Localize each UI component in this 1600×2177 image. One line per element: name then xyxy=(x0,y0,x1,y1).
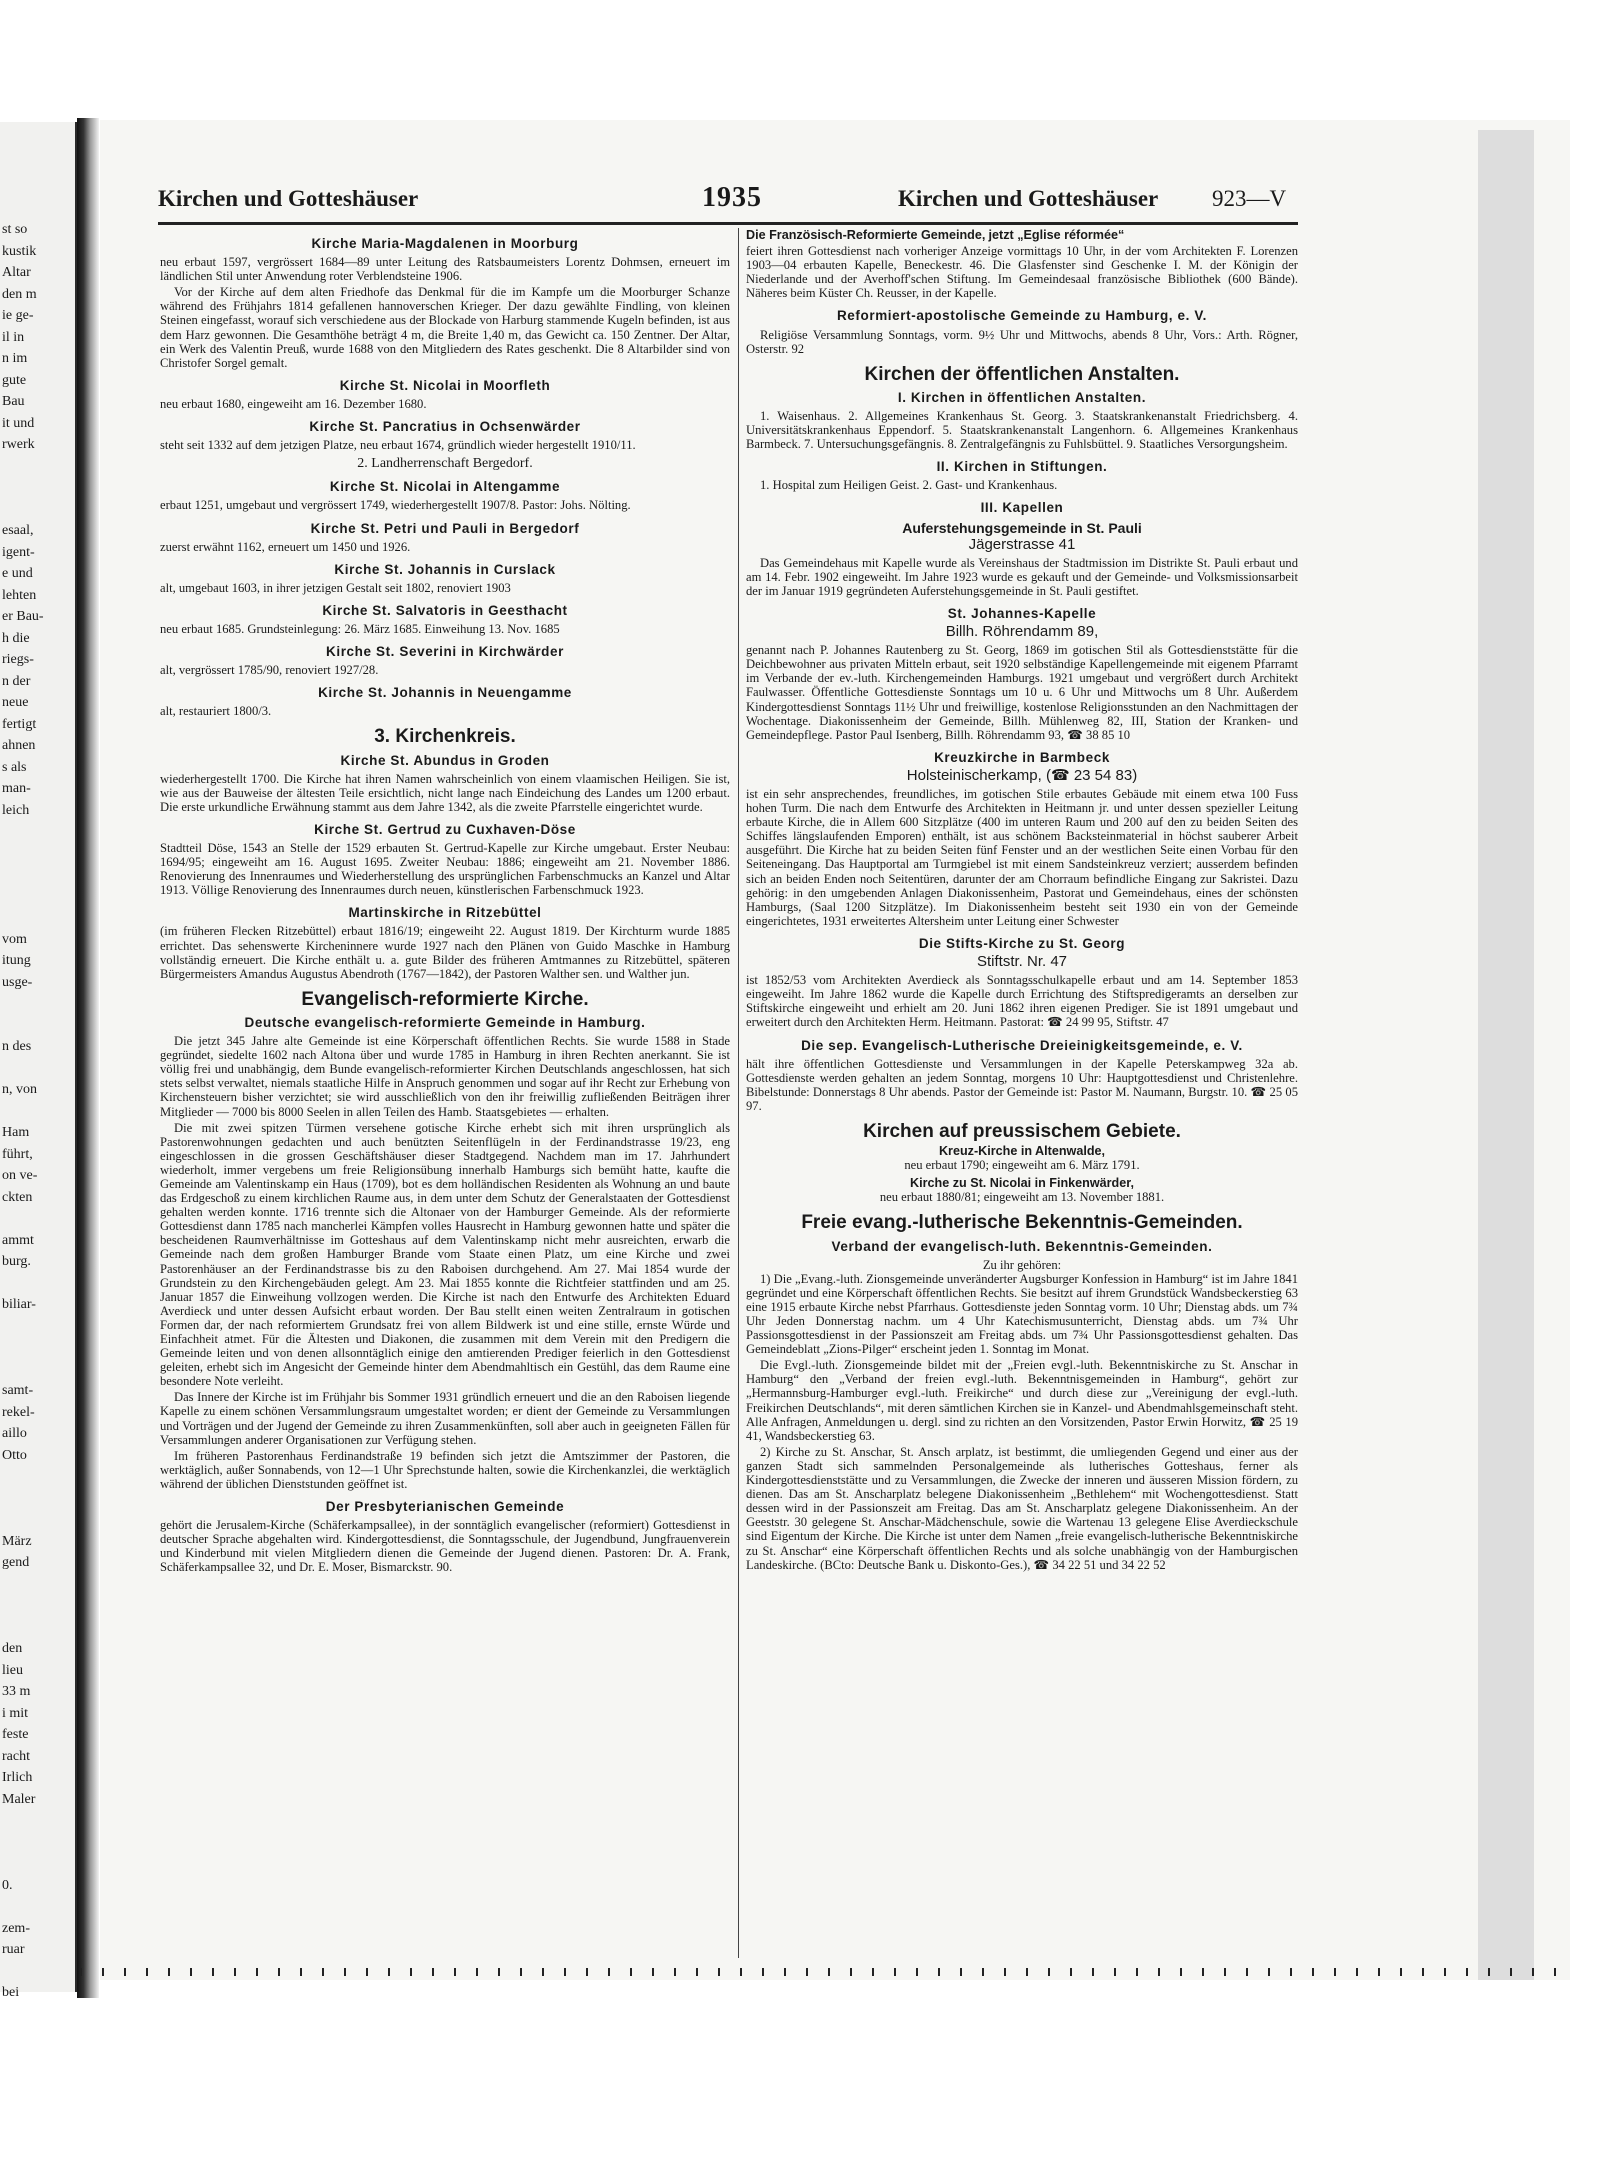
entry-title: Kirche St. Gertrud zu Cuxhaven-Döse xyxy=(314,821,576,837)
previous-page-fragment: Otto xyxy=(2,1447,27,1463)
entry-title: Kirche St. Johannis in Neuengamme xyxy=(318,685,572,701)
entry-text: Vor der Kirche auf dem alten Friedhofe das Denkmal für die im Kampfe um die Moorburger Schanze während des Frühjahrs 1814 gefallenen hannoverschen Krieger. Der dazu gewählte Findling, von kleinen Steinen eingefasst, worauf sich verschiedene aus der Blockade von Harburg stammende Kugeln befinden, ist aus dem Harz gewonnen. Die Gesamthöhe beträgt 4 m, die Breite 1,40 m, das Gewicht ca. 150 Zentner. Der Altar, ein Werk des Valentin Preuß, wurde 1688 von den Mitgliedern des Rates geschenkt. Die 8 Altarbilder sind von Christofer Sorgel gemalt. xyxy=(160,285,730,370)
header-year: 1935 xyxy=(702,182,762,213)
previous-page-fragment: s als xyxy=(2,759,27,775)
previous-page-fragment: burg. xyxy=(2,1254,31,1269)
previous-page-fragment: i mit xyxy=(2,1705,29,1721)
previous-page-fragment: ammt xyxy=(2,1232,34,1248)
previous-page-fragment: itung xyxy=(2,953,31,968)
entry-title: Auferstehungsgemeinde in St. Pauli xyxy=(902,519,1142,536)
entry-text: Die Evgl.-luth. Zionsgemeinde bildet mit der „Freien evgl.-luth. Bekenntniskirche zu St. Anschar in Hamburg“ den „Verband der freien evgl.-luth. Bekenntnisgemeinden in Hamburg“, gehört zur „Hermannsburg-Hamburger evgl.-luth. Freikirche“ und durch diese zur „Vereinigung der evgl.-luth. Freikirchen Deutschlands“, mit deren sämtlichen Kirchen sie in Kanzel- und Abendmahlsgemeinschaft steht. Alle Anfragen, Anmeldungen u. dergl. sind zu richten an den Vorsitzenden, Pastor Erwin Horwitz, ☎ 25 19 41, Wandsbeckerstieg 63. xyxy=(746,1358,1298,1443)
entry-text: Stadtteil Döse, 1543 an Stelle der 1529 erbauten St. Gertrud-Kapelle zur Kirche umgebaut. Erster Neubau: 1694/95; eingeweiht am 16. August 1695. Zweiter Neubau: 1886; eingeweiht am 21. November 1886. Renovierung des Innenraumes und Wiederherstellung des ursprünglichen Farbenschmucks an Kanzel und Altar 1913. Völlige Renovierung des Innenraumes durch neuen, künstlerischen Farbenschmuck 1923. xyxy=(160,841,730,898)
header-rule xyxy=(158,222,1298,225)
previous-page-fragment: fertigt xyxy=(2,716,37,732)
entry-title: Die Stifts-Kirche zu St. Georg xyxy=(918,935,1126,951)
previous-page-fragment: igent- xyxy=(2,544,35,560)
previous-page-fragment: ie ge- xyxy=(2,308,34,323)
entry-title: Kirche St. Salvatoris in Geesthacht xyxy=(322,602,568,618)
previous-page-fragment: n, von xyxy=(2,1082,37,1097)
previous-page-fragment: samt- xyxy=(2,1383,34,1398)
previous-page-fragment: ckten xyxy=(2,1189,33,1205)
entry-title: Kreuzkirche in Barmbeck xyxy=(934,749,1110,765)
entry-text: gehört die Jerusalem-Kirche (Schäferkampsallee), in der sonntäglich evangelischer (reformiert) Gottesdienst in deutscher Sprache abgehalten wird. Kindergottesdienst, die Sonntagsschule, der Jugendbund, Jungfrauenverein und Kinderbund mit vielen Mitgliedern dienen die Gemeinde der Jugend dienen. Pastoren: Dr. A. Frank, Schäferkampsallee 32, und Dr. E. Moser, Bismarckstr. 90. xyxy=(160,1518,730,1575)
previous-page-fragment: er Bau- xyxy=(2,609,44,624)
entry-title: Reformiert-apostolische Gemeinde zu Hamburg, e. V. xyxy=(836,308,1208,324)
previous-page-fragment: führt, xyxy=(2,1146,33,1162)
previous-page-fragment: Bau xyxy=(2,394,25,409)
previous-page-fragment: lehten xyxy=(2,587,37,603)
entry-text: neu erbaut 1790; eingeweiht am 6. März 1791. xyxy=(904,1158,1140,1173)
previous-page-fragment: riegs- xyxy=(2,652,34,667)
previous-page-fragment: den xyxy=(2,1641,23,1656)
previous-page-fragment: man- xyxy=(2,781,31,796)
entry-title: Kirche St. Abundus in Groden xyxy=(340,752,550,768)
previous-page-fragment: feste xyxy=(2,1727,29,1742)
previous-page-fragment: rekel- xyxy=(2,1404,35,1420)
entry-text: hält ihre öffentlichen Gottesdienste und Versammlungen in der Kapelle Peterskampweg 32a ab. Gottesdienste werden gehalten an jedem Sonntag, morgens 10 Uhr: Hauptgottesdienst und Christenlehre. Bibelstunde: Donnerstags 8 Uhr abends. Pastor der Gemeinde ist: Pastor M. Naumann, Burgstr. 10. ☎ 25 05 97. xyxy=(746,1056,1298,1113)
entry-text: zuerst erwähnt 1162, erneuert um 1450 und 1926. xyxy=(160,539,411,554)
previous-page-fragment: vom xyxy=(2,931,27,947)
previous-page-fragment: März xyxy=(2,1533,32,1549)
running-header xyxy=(158,182,1298,218)
previous-page-fragment: den m xyxy=(2,286,37,302)
previous-page-fragment: leich xyxy=(2,802,30,818)
previous-page-fragment: n im xyxy=(2,351,28,366)
entry-title-suffix: jetzt „Eglise réformée“ xyxy=(988,228,1125,242)
entry-title: Kirche St. Severini in Kirchwärder xyxy=(326,644,564,660)
entry-text: alt, restauriert 1800/3. xyxy=(160,704,272,719)
previous-page-fragment: on ve- xyxy=(2,1168,38,1183)
previous-page-fragment: il in xyxy=(2,329,25,345)
entry-text: 1) Die „Evang.-luth. Zionsgemeinde unveränderter Augsburger Konfession in Hamburg“ ist im Jahre 1841 gegründet und eine Körperschaft öffentlichen Rechts. Sie besitzt auf ihrem Grundstück Wandsbeckerstieg 63 eine 1915 erbaute Kirche nebst Pfarrhaus. Gottesdienste jeden Sonntag vorm. 10 Uhr; Dienstag abds. um 7¾ Uhr Jeden Donnerstag nachm. um 4 Uhr Katechismusunterricht, Dienstag abds. um 7¾ Uhr Passionsgottesdienst in der Passionszeit am Freitag abds. um 7¾ Uhr Passionsgottesdienst gehalten. Das Gemeindeblatt „Zions-Pilger“ erscheint jeden 1. Sonntag im Monat. xyxy=(746,1271,1298,1357)
previous-page-fragment: bei xyxy=(2,1985,20,2000)
entry-text: erbaut 1251, umgebaut und vergrössert 1749, wiederhergestellt 1907/8. Pastor: Johs. Nölting. xyxy=(160,498,631,513)
previous-page-fragment: Maler xyxy=(2,1791,36,1807)
entry-text: 2) Kirche zu St. Anschar, St. Ansch arplatz, ist bestimmt, die umliegenden Gegend und einer aus der ganzen Stadt sich sammelnden Personalgemeinde als lutherisches Gotteshaus, ferner als Kindergottesdienststätte und zu Versammlungen, die Zwecke der inneren und äusseren Mission fördern, zu dienen. Das am St. Anscharplatz belegene Diakonissenheim „Bethlehem“ mit Wochengottesdienst. Statt dessen wird in der Passionszeit am Freitag. Das am St. Anscharplatz gelegene Diakonissenheim. An der Geeststr. 30 gelegene St. Anschar-Mädchenschule, sowie die Wartenau 13 gelegene Elise Averdieckschule sind Eigentum der Kirche. Die Kirche ist unter dem Namen „freie evangelisch-lutherische Bekenntniskirche zu St. Anschar“ eine Körperschaft öffentlichen Rechts und als solche unabhängig von der Hamburgischen Landeskirche. (BCto: Deutsche Bank u. Diskonto-Ges.), ☎ 34 22 51 und 34 22 52 xyxy=(746,1444,1298,1572)
entry-text: Das Innere der Kirche ist im Frühjahr bis Sommer 1931 gründlich erneuert und die an den Raboisen liegende Kapelle zu einem schönen Versammlungsraum umgestaltet worden; er dient der Gemeinde zu Versammlungen und Vorträgen und der Jugend der Gemeinde zu ihren Zusammenkünften, soll aber auch in geeigneten Fällen für Versammlungen anderer Organisationen zur Verfügung stehen. xyxy=(160,1390,730,1447)
entry-title: Kirche St. Johannis in Curslack xyxy=(334,561,556,577)
entry-text: ist 1852/53 vom Architekten Averdieck als Sonntagsschulkapelle erbaut und am 14. September 1853 eingeweiht. Im Jahre 1862 wurde die Kapelle durch Errichtung des Stiftspredigeramts an derselben zur Stiftskirche eingeweiht und erhielt am 20. Juni 1862 ihren eigenen Prediger. Sie ist 1891 umgebaut und erweitert durch den Architekten Herm. Heitmann. Pastorat: ☎ 24 99 95, Stiftstr. 47 xyxy=(746,973,1298,1030)
entry-text: 1. Hospital zum Heiligen Geist. 2. Gast- und Krankenhaus. xyxy=(760,478,1058,493)
entry-title: Der Presbyterianischen Gemeinde xyxy=(325,1499,565,1515)
previous-page-fragment: n des xyxy=(2,1039,32,1054)
entry-text: neu erbaut 1597, vergrössert 1684—89 unter Leitung des Ratsbaumeisters Lorentz Dohmsen, erneuert im ländlichen Stil unter Anwendung roter Verblendsteine 1906. xyxy=(160,255,730,284)
entry-title: Deutsche evangelisch-reformierte Gemeinde in Hamburg. xyxy=(244,1014,646,1030)
entry-text: genannt nach P. Johannes Rautenberg zu St. Georg, 1869 im gotischen Stil als Gottesdienststätte für die Deichbewohner aus privaten Mitteln erbaut, seit 1920 selbständige Kapellengemeinde mit eigenem Pfarramt im Verbande der ev.-luth. Kirchengemeinden Hamburgs. 1921 umgebaut und vergrößert durch Architekt Faulwasser. Öffentliche Gottesdienste Sonntags um 10 u. 6 Uhr und Mittwochs um 8 Uhr. Außerdem Kindergottesdienst Sonntags 11½ Uhr und freiwillige, kostenlose Religionsstunden an den Nachmittagen der Wochentage. Diakonissenheim der Gemeinde, Billh. Mühlenweg 82, III, Station der Kranken- und Gemeindepflege. Pastor Paul Isenberg, Billh. Röhrendamm 93, ☎ 38 85 10 xyxy=(746,643,1298,742)
previous-page-fragment: biliar- xyxy=(2,1297,36,1312)
bottom-edge-marks xyxy=(80,1968,1560,1976)
entry-title: Kirche St. Nicolai in Altengamme xyxy=(329,479,561,495)
entry-title: Kirche zu St. Nicolai in Finkenwärder, xyxy=(910,1176,1134,1191)
entry-title: Kirche Maria-Magdalenen in Moorburg xyxy=(311,236,579,251)
column-divider xyxy=(738,228,739,1958)
previous-page-fragment: n der xyxy=(2,673,31,689)
entry-text: (im früheren Flecken Ritzebüttel) erbaut 1816/19; eingeweiht 22. August 1819. Der Kirchturm wurde 1885 errichtet. Das sehenswerte Kircheninnere wurde 1927 nach den Plänen von Guido Maschke in Hamburg vollständig erneuert. Die Kirche enthält u. a. gute Bilder des früheren Amtmannes zu Ritzebüttel, späteren Bürgermeisters Amandus Augustus Abendroth (1767—1842), der Pastoren Walther sen. und Walther jun. xyxy=(160,924,730,981)
previous-page-fragment: racht xyxy=(2,1748,30,1764)
previous-page-fragment: aillo xyxy=(2,1426,27,1441)
entry-text: 1. Waisenhaus. 2. Allgemeines Krankenhaus St. Georg. 3. Staatskrankenanstalt Friedrichsberg. 4. Universitätskrankenhaus Eppendorf. 5. Staatskrankenanstalt Langenhorn. 6. Allgemeines Krankenhaus Barmbeck. 7. Untersuchungsgefängnis. 8. Zentralgefängnis zu Fuhlsbüttel. 9. Staatliches Versorgungsheim. xyxy=(746,408,1298,452)
previous-page-fragment: gend xyxy=(2,1555,30,1570)
previous-page-fragment: zem- xyxy=(2,1920,30,1936)
entry-text: neu erbaut 1685. Grundsteinlegung: 26. März 1685. Einweihung 13. Nov. 1685 xyxy=(160,621,560,636)
entry-text: Die mit zwei spitzen Türmen versehene gotische Kirche erhebt sich mit ihren ursprünglich als Pastorenwohnungen gedachten und auch benützten Seitenflügeln in der Ferdinandstrasse 19/23, eng eingeschlossen in die grossen Geschäftshäuser dieser Stadtgegend. Nachdem man im 17. Jahrhundert wiederholt, immer vergebens um freie Religionsübung innerhalb Hamburgs sich bemüht hatte, kaufte die Gemeinde am Valentinskamp ein Haus (1709), bot es dem holländischen Residenten als Wohnung an und baute das Erdgeschoß zu einem kirchlichen Raume aus, in dem unter dem Schutz der Generalstaaten der Gottesdienst gehalten werden konnte. 1716 trennte sich die Altonaer von der Hamburger Gemeinde. Als der reformierte Gottesdienst dann 1785 nach mancherlei Kämpfen volles Hausrecht in Hamburg gewonnen hatte und später die bescheidenen Raumverhältnisse im Gotteshaus auf dem Valentinskamp nicht mehr ausreichten, erwarb die Gemeinde nach dem großen Hamburger Brande vom Staate einen Platz, um eine Kirche und zwei Pastorenhäuser an der Ferdinandstrasse bis zu den Raboisen durchgehend. Am 27. Mai 1854 wurde der Grundstein zu den Kirchengebäuden gelegt. Am 23. Mai 1855 konnte die Richtfeier stattfinden und am 25. Januar 1857 die Einweihung vollzogen werden. Die Kirche ist nach den Entwurfe des Architekten Eduard Averdieck und unter dessen Aufsicht erbaut worden. Der Bau stellt einen weiten Zentralraum in gotischen Formen dar, der nach reformiertem Grundsatz frei von allem Bildwerk ist und eine stille, ernste Würde und Einfachheit atmet. Für die Ältesten und Diakonen, die zusammen mit dem Verein mit den Predigern die Gemeinde leiten und von denen allsonntäglich einige den amtierenden Prediger feierlich in den Gottesdienst geleiten, erhebt sich im Angesicht der Gemeinde hinter dem Abendmahltisch ein Gestühl, das dem Raume eine besondere Note verleiht. xyxy=(160,1120,730,1389)
entry-title: Kreuz-Kirche in Altenwalde, xyxy=(938,1144,1106,1159)
section-heading: 3. Kirchenkreis. xyxy=(374,726,516,748)
previous-page-fragment: rwerk xyxy=(2,437,35,452)
previous-page-fragment: st so xyxy=(2,222,28,237)
section-heading: Freie evang.-lutherische Bekenntnis-Gemeinden. xyxy=(801,1212,1243,1234)
section-heading: 2. Landherrenschaft Bergedorf. xyxy=(357,456,533,472)
previous-page-fragment: esaal, xyxy=(2,523,34,538)
entry-address: Jägerstrasse 41 xyxy=(968,535,1076,553)
entry-text: neu erbaut 1880/81; eingeweiht am 13. November 1881. xyxy=(879,1190,1165,1205)
previous-page-fragment: ruar xyxy=(2,1942,25,1957)
entry-text: ist ein sehr ansprechendes, freundliches, im gotischen Stile erbautes Gebäude mit einem etwa 100 Fuss hohen Turm. Die nach dem Entwurfe des Architekten in Heitmann jr. und unter dessen spezieller Leitung erbaute Kirche, die in Allem 600 Sitzplätze (400 im unteren Raum und 200 auf den zu beiden Seiten des Schiffes längslaufenden Emporen) enthält, ist aus schönem Backsteinmaterial in höchst sauberer Arbeit ausgeführt. Die Kirche hat zu beiden Seiten fünf Fenster und an der westlichen Seite einen Vorbau für den Seiteneingang. Das Hauptportal am Turmgiebel ist mit einem Sandsteinkreuz verziert; ausserdem befinden sich an beiden Enden noch Seitentüren, darunter der am Chorraum befindliche Eingang zur Sakristei. Dazu gehörig: in den umgebenden Anlagen Diakonissenheim, Pastorat und Gemeindehaus, eines der schönsten Hamburgs, (Saal 1200 Sitzplätze). Im Diakonissenheim besteht seit 1930 ein von der Gemeinde eingerichtetes, 1931 erweitertes Altersheim unter Leitung einer Schwester xyxy=(746,787,1298,928)
previous-page-fragment: it und xyxy=(2,415,35,431)
previous-page-fragment: lieu xyxy=(2,1662,23,1678)
previous-page-fragment: kustik xyxy=(2,243,37,259)
entry-address: Holsteinischerkamp, (☎ 23 54 83) xyxy=(906,766,1138,784)
entry-address: Billh. Röhrendamm 89, xyxy=(945,623,1099,641)
entry-text: steht seit 1332 auf dem jetzigen Platze, neu erbaut 1674, gründlich wieder hergestellt 1910/11. xyxy=(160,438,636,453)
previous-page-fragment: 0. xyxy=(2,1877,13,1893)
entry-intro: Zu ihr gehören: xyxy=(982,1257,1062,1272)
entry-title: St. Johannes-Kapelle xyxy=(947,605,1097,621)
entry-title: I. Kirchen in öffentlichen Anstalten. xyxy=(897,389,1147,405)
entry-address: Stiftstr. Nr. 47 xyxy=(976,953,1068,971)
entry-title: Kirche St. Petri und Pauli in Bergedorf xyxy=(310,520,580,536)
section-heading: Kirchen auf preussischem Gebiete. xyxy=(863,1120,1181,1142)
right-column xyxy=(746,228,1298,1964)
entry-title: Die Französisch-Reformierte Gemeinde, xyxy=(746,228,986,242)
previous-page-fragment: gute xyxy=(2,372,27,388)
previous-page-fragment: Altar xyxy=(2,265,31,280)
section-heading: Kirchen der öffentlichen Anstalten. xyxy=(864,363,1180,385)
header-left-title: Kirchen und Gotteshäuser xyxy=(158,186,419,211)
entry-text: Die jetzt 345 Jahre alte Gemeinde ist eine Körperschaft öffentlichen Rechts. Sie wurde 1588 in Stade gegründet, siedelte 1602 nach Altona über und wurde 1785 in Hamburg in ihren Rechten anerkannt. Sie ist völlig frei und unabhängig, dem Bunde evangelisch-reformierter Kirchen Deutschlands angeschlossen, hat sich stets selbst verwaltet, niemals staatliche Hilfe in Anspruch genommen und sogar auf ihr Recht zur Erhebung von Kirchensteuern bisher verzichtet; sie wird ausschließlich von den ihr freiwillig zufließenden Beiträgen ihrer Mitglieder — 7000 bis 8000 Seelen in allen Teilen des Hamb. Staatsgebietes — erhalten. xyxy=(160,1034,730,1119)
entry-text: neu erbaut 1680, eingeweiht am 16. Dezember 1680. xyxy=(160,396,427,411)
entry-text: alt, vergrössert 1785/90, renoviert 1927/28. xyxy=(160,663,379,678)
entry-title: Kirche St. Pancratius in Ochsenwärder xyxy=(309,419,581,435)
page-number: 923—V xyxy=(1212,186,1287,211)
left-column xyxy=(160,228,730,1964)
entry-text: feiert ihren Gottesdienst nach vorheriger Anzeige vormittags 10 Uhr, in der vom Architekten F. Lorenzen 1903—04 erbauten Kapelle, Beneckestr. 46. Die Glasfenster sind Geschenke I. M. der Königin der Niederlande und der Averhoff'schen Stiftung. Im Gemeindesaal französische Bibliothek (600 Bände). Näheres beim Küster Ch. Reusser, in der Kapelle. xyxy=(746,244,1298,301)
page-edge-stripe xyxy=(1478,130,1534,1980)
entry-text: Das Gemeindehaus mit Kapelle wurde als Vereinshaus der Stadtmission im Distrikte St. Pauli erbaut und am 14. Febr. 1902 eingeweiht. Im Jahre 1923 wurde es gekauft und der Gemeinde- und Volksmissionsarbeit der im Januar 1919 gegründeten Auferstehungsgemeinde in St. Pauli gestiftet. xyxy=(746,555,1298,598)
entry-title: III. Kapellen xyxy=(980,500,1064,516)
entry-title: II. Kirchen in Stiftungen. xyxy=(936,459,1108,475)
entry-text: alt, umgebaut 1603, in ihrer jetzigen Gestalt seit 1802, renoviert 1903 xyxy=(160,580,511,595)
entry-title: Verband der evangelisch-luth. Bekenntnis-Gemeinden. xyxy=(831,1238,1213,1254)
previous-page-fragment: neue xyxy=(2,695,29,710)
previous-page-fragment: Ham xyxy=(2,1125,30,1140)
previous-page-fragment: e und xyxy=(2,566,33,581)
entry-title: Martinskirche in Ritzebüttel xyxy=(348,905,542,921)
section-heading: Evangelisch-reformierte Kirche. xyxy=(301,988,589,1010)
book-gutter xyxy=(77,118,99,1998)
previous-page-fragment: 33 m xyxy=(2,1684,31,1699)
previous-page-edge xyxy=(0,122,78,2000)
entry-text: wiederhergestellt 1700. Die Kirche hat ihren Namen wahrscheinlich von einem vlaamischen Heiligen. Sie ist, wie aus der Bauweise der ältesten Teile ersichtlich, nicht lange nach Eindeichung des Landes um 1200 erbaut. Die erste urkundliche Erwähnung stammt aus dem Jahre 1342, als die zweite Pfarrstelle eingerichtet wurde. xyxy=(160,771,730,814)
entry-text: Im früheren Pastorenhaus Ferdinandstraße 19 befinden sich jetzt die Amtszimmer der Pastoren, die werktäglich, außer Sonnabends, von 12—1 Uhr Sprechstunde halten, sowie die Kirchenkanzlei, die werktäglich während der üblichen Dienststunden geöffnet ist. xyxy=(160,1448,730,1491)
previous-page-fragment: usge- xyxy=(2,974,33,990)
entry-title: Die sep. Evangelisch-Lutherische Dreieinigkeitsgemeinde, e. V. xyxy=(801,1037,1243,1053)
previous-page-fragment: Irlich xyxy=(2,1770,33,1785)
entry-text: Religiöse Versammlung Sonntags, vorm. 9½ Uhr und Mittwochs, abends 8 Uhr, Vors.: Arth. Rögner, Osterstr. 92 xyxy=(746,327,1298,356)
header-right-title: Kirchen und Gotteshäuser xyxy=(898,186,1159,211)
previous-page-fragment: h die xyxy=(2,630,30,646)
entry-title: Kirche St. Nicolai in Moorfleth xyxy=(339,377,551,393)
previous-page-fragment: ahnen xyxy=(2,738,36,753)
